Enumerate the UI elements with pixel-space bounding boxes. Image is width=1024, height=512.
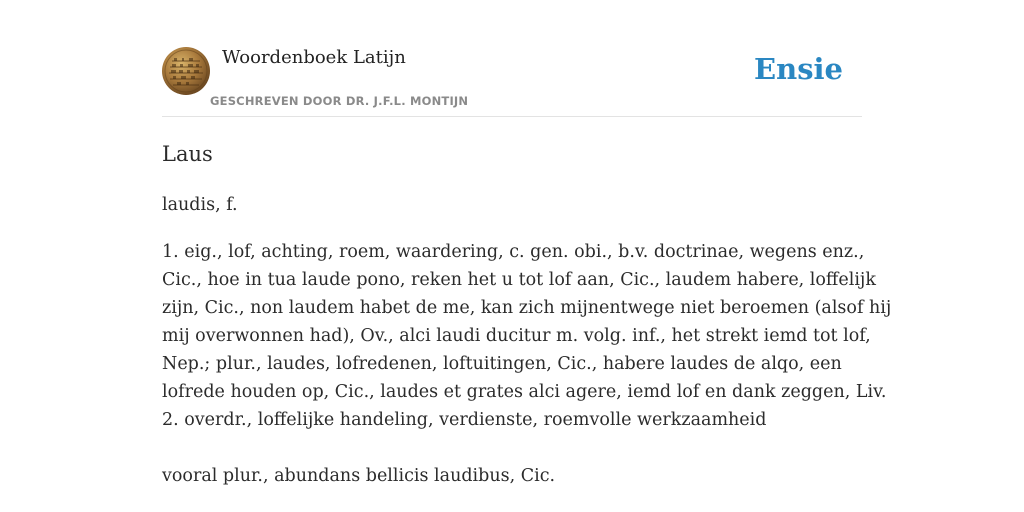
brand-logo[interactable]: Ensie (754, 52, 843, 86)
site-header (162, 0, 862, 117)
entry-grammar: laudis, f. (162, 195, 238, 215)
definition-line: lofrede houden op, Cic., laudes et grates alci agere, iemd lof en dank zeggen, Liv. (162, 382, 887, 402)
entry-term: Laus (162, 142, 213, 166)
definition-line: 1. eig., lof, achting, roem, waardering, c. gen. obi., b.v. doctrinae, wegens enz., (162, 242, 865, 262)
definition-line: mij overwonnen had), Ov., alci laudi ducitur m. volg. inf., het strekt iemd tot lof, (162, 326, 871, 346)
definition-line: 2. overdr., loffelijke handeling, verdienste, roemvolle werkzaamheid (162, 410, 767, 430)
definition-spacer (162, 434, 862, 462)
entry-definition (162, 238, 892, 490)
entry-content (162, 139, 892, 490)
author-byline: GESCHREVEN DOOR DR. J.F.L. MONTIJN (210, 94, 469, 108)
definition-line: Cic., hoe in tua laude pono, reken het u tot lof aan, Cic., laudem habere, loffelijk (162, 270, 876, 290)
definition-line: zijn, Cic., non laudem habet de me, kan zich mijnentwege niet beroemen (alsof hij (162, 298, 892, 318)
dictionary-title[interactable]: Woordenboek Latijn (222, 47, 406, 68)
definition-line: vooral plur., abundans bellicis laudibus, Cic. (162, 466, 556, 486)
definition-line: Nep.; plur., laudes, lofredenen, loftuitingen, Cic., habere laudes de alqo, een (162, 354, 842, 374)
bronze-coin-icon[interactable] (162, 47, 210, 95)
